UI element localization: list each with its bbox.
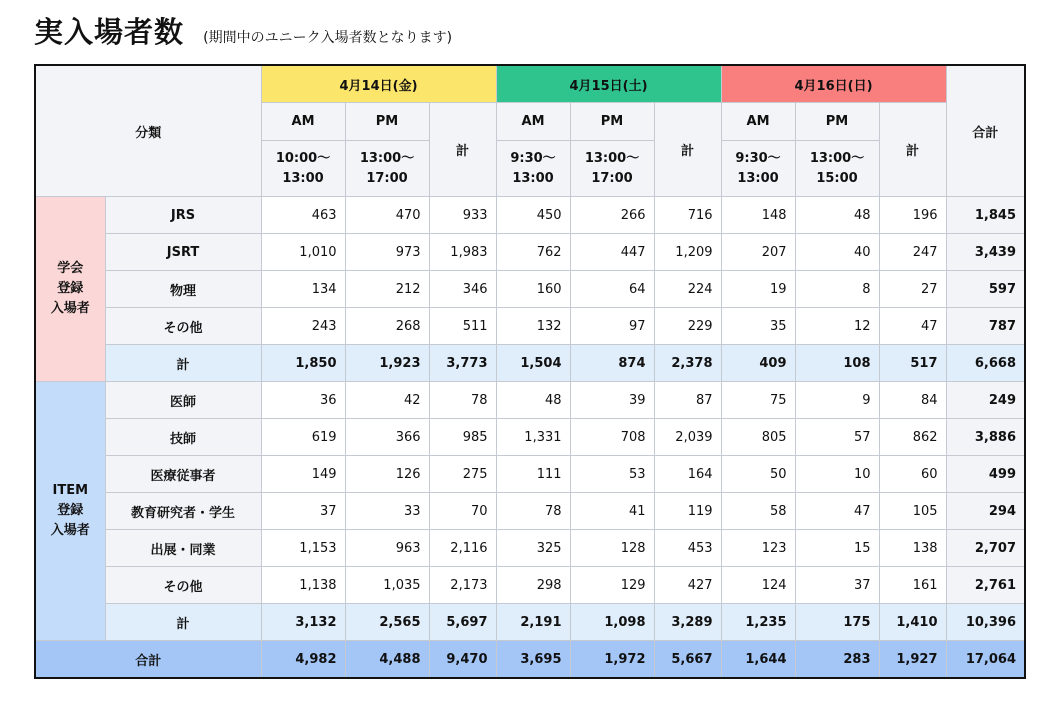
- value-cell: 1,972: [570, 641, 654, 679]
- header-day-2-am-time: 9:30〜 13:00: [496, 141, 570, 197]
- header-day-3-pm-time: 13:00〜 15:00: [795, 141, 879, 197]
- category-label: その他: [105, 308, 261, 345]
- value-cell: 247: [879, 234, 946, 271]
- value-cell: 1,927: [879, 641, 946, 679]
- value-cell: 874: [570, 345, 654, 382]
- value-cell: 53: [570, 456, 654, 493]
- category-label: 教育研究者・学生: [105, 493, 261, 530]
- header-day-3-pm: PM: [795, 103, 879, 141]
- value-cell: 450: [496, 197, 570, 234]
- value-cell: 447: [570, 234, 654, 271]
- value-cell: 1,983: [429, 234, 496, 271]
- value-cell: 37: [261, 493, 345, 530]
- value-cell: 48: [795, 197, 879, 234]
- table-row: [35, 530, 1025, 567]
- row-total-cell: 249: [946, 382, 1025, 419]
- table-row: [35, 308, 1025, 345]
- header-day-2: 4月15日(土): [496, 65, 721, 103]
- value-cell: 1,331: [496, 419, 570, 456]
- group-label: [35, 382, 105, 641]
- table-row: [35, 271, 1025, 308]
- value-cell: 8: [795, 271, 879, 308]
- category-label: 物理: [105, 271, 261, 308]
- row-total-cell: 597: [946, 271, 1025, 308]
- value-cell: 325: [496, 530, 570, 567]
- value-cell: 427: [654, 567, 721, 604]
- group-label-line: ITEM: [52, 483, 89, 498]
- value-cell: 2,173: [429, 567, 496, 604]
- value-cell: 2,565: [345, 604, 429, 641]
- value-cell: 10: [795, 456, 879, 493]
- grand-total-label: 合計: [35, 641, 261, 679]
- value-cell: 64: [570, 271, 654, 308]
- value-cell: 9: [795, 382, 879, 419]
- value-cell: 619: [261, 419, 345, 456]
- value-cell: 87: [654, 382, 721, 419]
- value-cell: 2,191: [496, 604, 570, 641]
- value-cell: 119: [654, 493, 721, 530]
- value-cell: 58: [721, 493, 795, 530]
- value-cell: 129: [570, 567, 654, 604]
- value-cell: 97: [570, 308, 654, 345]
- value-cell: 5,697: [429, 604, 496, 641]
- value-cell: 78: [429, 382, 496, 419]
- value-cell: 132: [496, 308, 570, 345]
- value-cell: 346: [429, 271, 496, 308]
- header-day-3-am-time: 9:30〜 13:00: [721, 141, 795, 197]
- value-cell: 266: [570, 197, 654, 234]
- value-cell: 148: [721, 197, 795, 234]
- value-cell: 805: [721, 419, 795, 456]
- row-total-cell: 2,761: [946, 567, 1025, 604]
- header-day-1-total: 計: [429, 103, 496, 197]
- value-cell: 41: [570, 493, 654, 530]
- category-label: JRS: [105, 197, 261, 234]
- subtotal-label: 計: [105, 604, 261, 641]
- header-day-1: 4月14日(金): [261, 65, 496, 103]
- subtotal-row: [35, 604, 1025, 641]
- value-cell: 4,982: [261, 641, 345, 679]
- value-cell: 1,410: [879, 604, 946, 641]
- value-cell: 229: [654, 308, 721, 345]
- header-day-2-pm: PM: [570, 103, 654, 141]
- value-cell: 2,039: [654, 419, 721, 456]
- value-cell: 243: [261, 308, 345, 345]
- header-day-1-pm: PM: [345, 103, 429, 141]
- value-cell: 27: [879, 271, 946, 308]
- value-cell: 160: [496, 271, 570, 308]
- value-cell: 9,470: [429, 641, 496, 679]
- value-cell: 12: [795, 308, 879, 345]
- value-cell: 19: [721, 271, 795, 308]
- value-cell: 33: [345, 493, 429, 530]
- category-label: 医師: [105, 382, 261, 419]
- grand-total-row: [35, 641, 1025, 679]
- value-cell: 70: [429, 493, 496, 530]
- value-cell: 963: [345, 530, 429, 567]
- value-cell: 196: [879, 197, 946, 234]
- category-label: 出展・同業: [105, 530, 261, 567]
- value-cell: 985: [429, 419, 496, 456]
- table-row: [35, 567, 1025, 604]
- table-row: [35, 197, 1025, 234]
- value-cell: 161: [879, 567, 946, 604]
- page-title: 実入場者数: [34, 15, 185, 49]
- value-cell: 366: [345, 419, 429, 456]
- value-cell: 1,209: [654, 234, 721, 271]
- header-day-3-total: 計: [879, 103, 946, 197]
- table-row: [35, 234, 1025, 271]
- value-cell: 517: [879, 345, 946, 382]
- value-cell: 47: [795, 493, 879, 530]
- subtotal-label: 計: [105, 345, 261, 382]
- value-cell: 1,035: [345, 567, 429, 604]
- value-cell: 124: [721, 567, 795, 604]
- value-cell: 78: [496, 493, 570, 530]
- value-cell: 1,010: [261, 234, 345, 271]
- value-cell: 212: [345, 271, 429, 308]
- group-label-line: 入場者: [50, 523, 90, 538]
- value-cell: 933: [429, 197, 496, 234]
- row-total-cell: 1,845: [946, 197, 1025, 234]
- value-cell: 149: [261, 456, 345, 493]
- value-cell: 1,235: [721, 604, 795, 641]
- table-body: [35, 197, 1025, 679]
- value-cell: 128: [570, 530, 654, 567]
- value-cell: 283: [795, 641, 879, 679]
- group-label-line: 登録: [57, 281, 84, 296]
- header-category: 分類: [35, 65, 261, 197]
- value-cell: 224: [654, 271, 721, 308]
- group-label: [35, 197, 105, 382]
- value-cell: 15: [795, 530, 879, 567]
- value-cell: 138: [879, 530, 946, 567]
- value-cell: 5,667: [654, 641, 721, 679]
- value-cell: 50: [721, 456, 795, 493]
- group-label-line: 学会: [57, 261, 84, 276]
- value-cell: 1,504: [496, 345, 570, 382]
- value-cell: 47: [879, 308, 946, 345]
- row-total-cell: 2,707: [946, 530, 1025, 567]
- value-cell: 298: [496, 567, 570, 604]
- header-grand-total: 合計: [946, 65, 1025, 197]
- header-day-2-total: 計: [654, 103, 721, 197]
- table-row: [35, 382, 1025, 419]
- value-cell: 3,132: [261, 604, 345, 641]
- value-cell: 1,644: [721, 641, 795, 679]
- row-total-cell: 499: [946, 456, 1025, 493]
- group-label-line: 登録: [57, 503, 84, 518]
- value-cell: 207: [721, 234, 795, 271]
- row-total-cell: 3,886: [946, 419, 1025, 456]
- header-day-1-am: AM: [261, 103, 345, 141]
- group-label-line: 入場者: [50, 301, 90, 316]
- value-cell: 123: [721, 530, 795, 567]
- value-cell: 3,773: [429, 345, 496, 382]
- row-total-cell: 6,668: [946, 345, 1025, 382]
- row-total-cell: 294: [946, 493, 1025, 530]
- value-cell: 1,153: [261, 530, 345, 567]
- row-total-cell: 10,396: [946, 604, 1025, 641]
- attendance-table: [34, 64, 1026, 679]
- header-day-3: 4月16日(日): [721, 65, 946, 103]
- value-cell: 1,850: [261, 345, 345, 382]
- value-cell: 3,289: [654, 604, 721, 641]
- header-day-1-pm-time: 13:00〜 17:00: [345, 141, 429, 197]
- category-label: 技師: [105, 419, 261, 456]
- header-day-2-pm-time: 13:00〜 17:00: [570, 141, 654, 197]
- value-cell: 2,116: [429, 530, 496, 567]
- category-label: その他: [105, 567, 261, 604]
- category-label: JSRT: [105, 234, 261, 271]
- value-cell: 84: [879, 382, 946, 419]
- value-cell: 175: [795, 604, 879, 641]
- value-cell: 60: [879, 456, 946, 493]
- row-total-cell: 787: [946, 308, 1025, 345]
- value-cell: 75: [721, 382, 795, 419]
- value-cell: 36: [261, 382, 345, 419]
- page-subtitle: (期間中のユニーク入場者数となります): [203, 30, 453, 46]
- value-cell: 40: [795, 234, 879, 271]
- value-cell: 470: [345, 197, 429, 234]
- header-day-3-am: AM: [721, 103, 795, 141]
- value-cell: 105: [879, 493, 946, 530]
- value-cell: 862: [879, 419, 946, 456]
- header-day-1-am-time: 10:00〜 13:00: [261, 141, 345, 197]
- value-cell: 57: [795, 419, 879, 456]
- value-cell: 275: [429, 456, 496, 493]
- value-cell: 762: [496, 234, 570, 271]
- category-label: 医療従事者: [105, 456, 261, 493]
- value-cell: 134: [261, 271, 345, 308]
- value-cell: 111: [496, 456, 570, 493]
- value-cell: 48: [496, 382, 570, 419]
- value-cell: 1,923: [345, 345, 429, 382]
- row-total-cell: 3,439: [946, 234, 1025, 271]
- row-total-cell: 17,064: [946, 641, 1025, 679]
- value-cell: 453: [654, 530, 721, 567]
- table-row: [35, 493, 1025, 530]
- value-cell: 126: [345, 456, 429, 493]
- value-cell: 164: [654, 456, 721, 493]
- value-cell: 1,098: [570, 604, 654, 641]
- table-row: [35, 419, 1025, 456]
- value-cell: 42: [345, 382, 429, 419]
- value-cell: 3,695: [496, 641, 570, 679]
- value-cell: 463: [261, 197, 345, 234]
- value-cell: 511: [429, 308, 496, 345]
- value-cell: 973: [345, 234, 429, 271]
- title-area: [34, 10, 452, 50]
- value-cell: 409: [721, 345, 795, 382]
- value-cell: 37: [795, 567, 879, 604]
- value-cell: 268: [345, 308, 429, 345]
- value-cell: 716: [654, 197, 721, 234]
- value-cell: 35: [721, 308, 795, 345]
- value-cell: 1,138: [261, 567, 345, 604]
- table-row: [35, 456, 1025, 493]
- value-cell: 708: [570, 419, 654, 456]
- subtotal-row: [35, 345, 1025, 382]
- value-cell: 39: [570, 382, 654, 419]
- header-day-2-am: AM: [496, 103, 570, 141]
- value-cell: 108: [795, 345, 879, 382]
- value-cell: 2,378: [654, 345, 721, 382]
- value-cell: 4,488: [345, 641, 429, 679]
